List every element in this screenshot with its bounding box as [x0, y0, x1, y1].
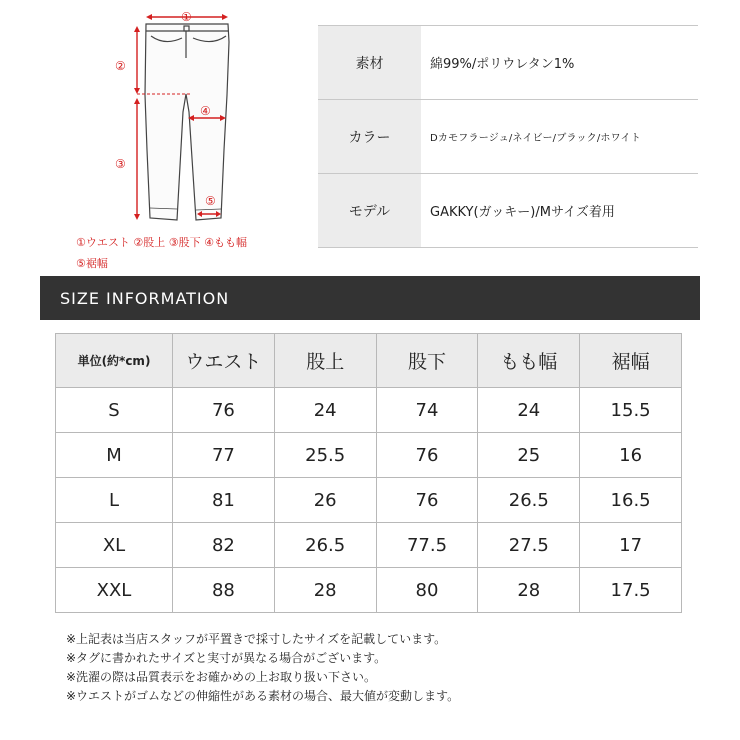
section-title: SIZE INFORMATION: [60, 288, 230, 308]
diagram-legend-line1: [76, 234, 247, 250]
table-cell: 24: [478, 388, 580, 433]
table-cell: 16.5: [580, 478, 682, 523]
table-cell: 25.5: [274, 433, 376, 478]
size-table: [55, 333, 682, 613]
table-row: [56, 388, 682, 433]
table-cell: 28: [274, 568, 376, 613]
table-row: [56, 433, 682, 478]
spec-label: カラー: [318, 100, 421, 174]
size-label: L: [56, 478, 173, 523]
marker-3: ③: [115, 157, 126, 171]
table-cell: 76: [376, 478, 478, 523]
size-label: XXL: [56, 568, 173, 613]
header-unit: 単位(約*cm): [56, 334, 173, 388]
table-cell: 26: [274, 478, 376, 523]
marker-5: ⑤: [205, 194, 216, 208]
header-hem: 裾幅: [580, 334, 682, 388]
spec-row-material: [318, 26, 698, 100]
size-label: XL: [56, 523, 173, 568]
header-inseam: 股下: [376, 334, 478, 388]
note-line: ※ウエストがゴムなどの伸縮性がある素材の場合、最大値が変動します。: [66, 689, 460, 703]
table-cell: 74: [376, 388, 478, 433]
table-cell: 28: [478, 568, 580, 613]
table-cell: 82: [173, 523, 275, 568]
product-spec-table: [318, 25, 698, 248]
pants-icon: [145, 24, 229, 220]
table-cell: 24: [274, 388, 376, 433]
table-row: [56, 478, 682, 523]
legend-hem: ⑤裾幅: [76, 257, 108, 270]
header-thigh: もも幅: [478, 334, 580, 388]
header-waist: ウエスト: [173, 334, 275, 388]
marker-4: ④: [200, 104, 211, 118]
table-cell: 26.5: [274, 523, 376, 568]
table-cell: 77: [173, 433, 275, 478]
spec-row-model: [318, 174, 698, 248]
table-row: [56, 568, 682, 613]
table-cell: 88: [173, 568, 275, 613]
note-line: ※洗濯の際は品質表示をお確かめの上お取り扱い下さい。: [66, 670, 377, 684]
table-cell: 26.5: [478, 478, 580, 523]
spec-value: Dカモフラージュ/ネイビー/ブラック/ホワイト: [421, 100, 698, 174]
size-table-header-row: [56, 334, 682, 388]
note-line: ※上記表は当店スタッフが平置きで採寸したサイズを記載しています。: [66, 632, 447, 646]
table-cell: 16: [580, 433, 682, 478]
table-cell: 81: [173, 478, 275, 523]
table-cell: 15.5: [580, 388, 682, 433]
diagram-legend-line2: [76, 255, 108, 271]
table-cell: 80: [376, 568, 478, 613]
table-cell: 17.5: [580, 568, 682, 613]
table-row: [56, 523, 682, 568]
table-cell: 27.5: [478, 523, 580, 568]
size-label: S: [56, 388, 173, 433]
size-label: M: [56, 433, 173, 478]
spec-value: GAKKY(ガッキー)/Mサイズ着用: [421, 174, 698, 248]
legend-inseam: ③股下: [168, 236, 201, 249]
marker-1: ①: [181, 10, 192, 24]
spec-row-color: [318, 100, 698, 174]
marker-2: ②: [115, 59, 126, 73]
note-line: ※タグに書かれたサイズと実寸が異なる場合がございます。: [66, 651, 387, 665]
spec-label: モデル: [318, 174, 421, 248]
spec-value: 綿99%/ポリウレタン1%: [421, 26, 698, 100]
header-rise: 股上: [274, 334, 376, 388]
legend-thigh: ④もも幅: [204, 236, 247, 249]
table-cell: 77.5: [376, 523, 478, 568]
table-cell: 17: [580, 523, 682, 568]
table-cell: 25: [478, 433, 580, 478]
legend-rise: ②股上: [133, 236, 166, 249]
legend-waist: ①ウエスト: [76, 236, 130, 249]
notes: [66, 630, 459, 706]
table-cell: 76: [173, 388, 275, 433]
table-cell: 76: [376, 433, 478, 478]
spec-label: 素材: [318, 26, 421, 100]
size-information-header: [40, 276, 700, 320]
